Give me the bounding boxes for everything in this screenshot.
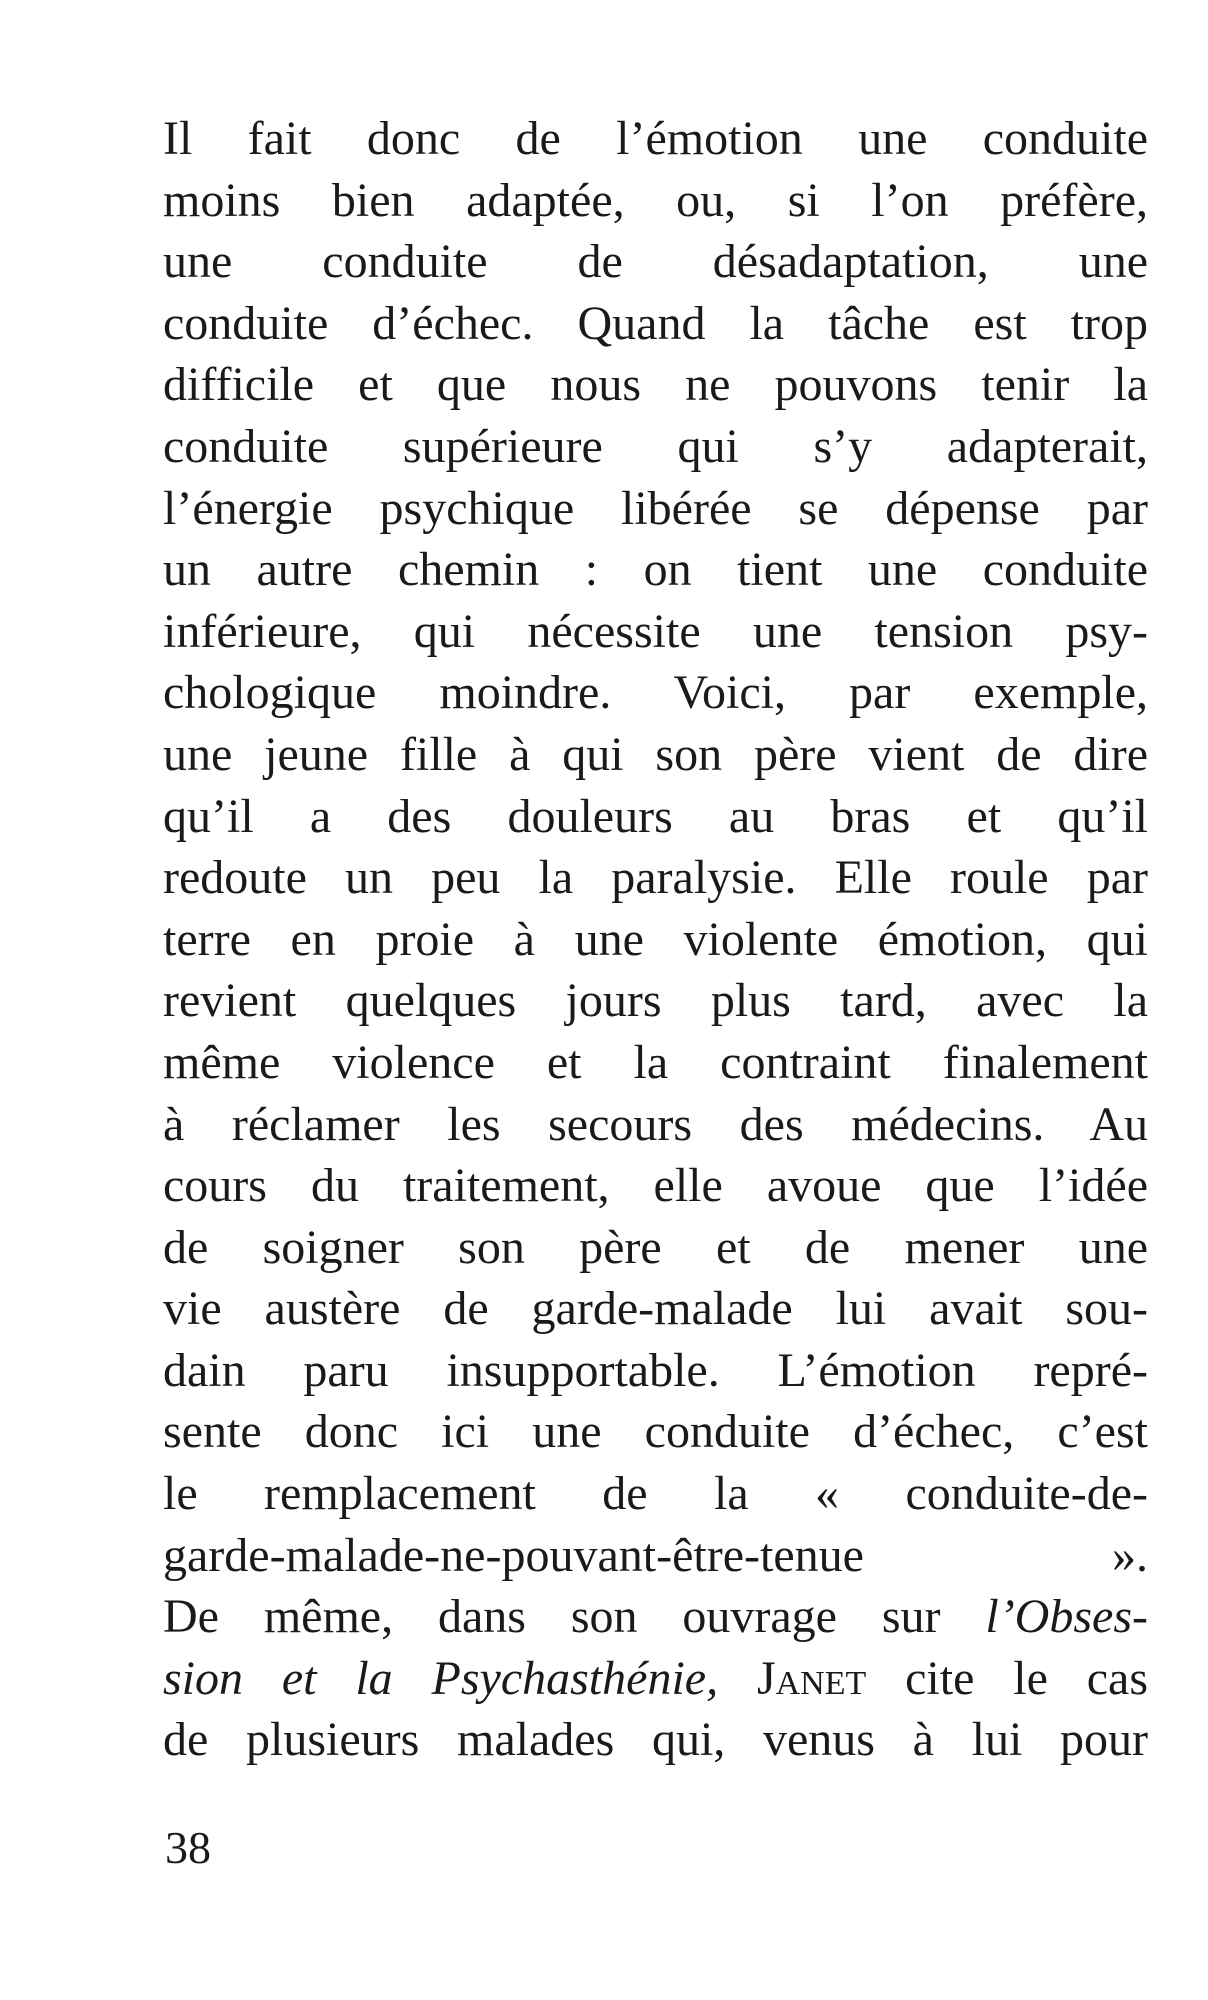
text-line: conduite supérieure qui s’y adapterait, xyxy=(163,419,1148,473)
text-line: de soigner son père et de mener une xyxy=(163,1220,1148,1274)
text-line: une conduite de désadaptation, une xyxy=(163,235,1148,289)
text-fragment: De même, dans son ouvrage sur xyxy=(163,1590,986,1644)
text-line: Il fait donc de l’émotion une conduite xyxy=(163,112,1148,165)
text-line: à réclamer les secours des médecins. Au xyxy=(163,1097,1148,1151)
text-fragment: cite le cas xyxy=(905,1651,1148,1705)
text-line: de plusieurs malades qui, venus à lui pour xyxy=(163,1713,1148,1767)
text-line: revient quelques jours plus tard, avec la xyxy=(163,974,1148,1028)
author-name: Janet xyxy=(756,1651,867,1705)
body-text xyxy=(163,108,1148,1771)
text-line: l’énergie psychique libérée se dépense par xyxy=(163,481,1148,535)
book-title-part: l’Obses- xyxy=(985,1590,1148,1644)
text-line: inférieure, qui nécessite une tension psy- xyxy=(163,604,1148,658)
text-line: garde-malade-ne-pouvant-être-tenue ». xyxy=(163,1528,1148,1582)
text-line: conduite d’échec. Quand la tâche est trop xyxy=(163,296,1148,350)
text-line: le remplacement de la « conduite-de- xyxy=(163,1467,1148,1521)
book-title-part: sion et la Psychasthénie, xyxy=(163,1651,719,1705)
text-line: redoute un peu la paralysie. Elle roule par xyxy=(163,851,1148,905)
text-line-with-author xyxy=(163,1648,1148,1710)
text-line: sente donc ici une conduite d’échec, c’est xyxy=(163,1405,1148,1459)
text-line: dain paru insupportable. L’émotion repré- xyxy=(163,1343,1148,1397)
text-line: une jeune fille à qui son père vient de dire xyxy=(163,727,1148,781)
text-line: moins bien adaptée, ou, si l’on préfère, xyxy=(163,173,1148,227)
page-number: 38 xyxy=(165,1822,211,1873)
text-line: chologique moindre. Voici, par exemple, xyxy=(163,666,1148,720)
text-line: un autre chemin : on tient une conduite xyxy=(163,543,1148,597)
text-line: même violence et la contraint finalement xyxy=(163,1035,1148,1089)
text-line: qu’il a des douleurs au bras et qu’il xyxy=(163,789,1148,843)
text-line: terre en proie à une violente émotion, qui xyxy=(163,912,1148,966)
text-line: cours du traitement, elle avoue que l’idée xyxy=(163,1159,1148,1213)
text-line: vie austère de garde-malade lui avait sou- xyxy=(163,1282,1148,1336)
text-line: difficile et que nous ne pouvons tenir la xyxy=(163,358,1148,412)
text-line-with-title xyxy=(163,1586,1148,1648)
